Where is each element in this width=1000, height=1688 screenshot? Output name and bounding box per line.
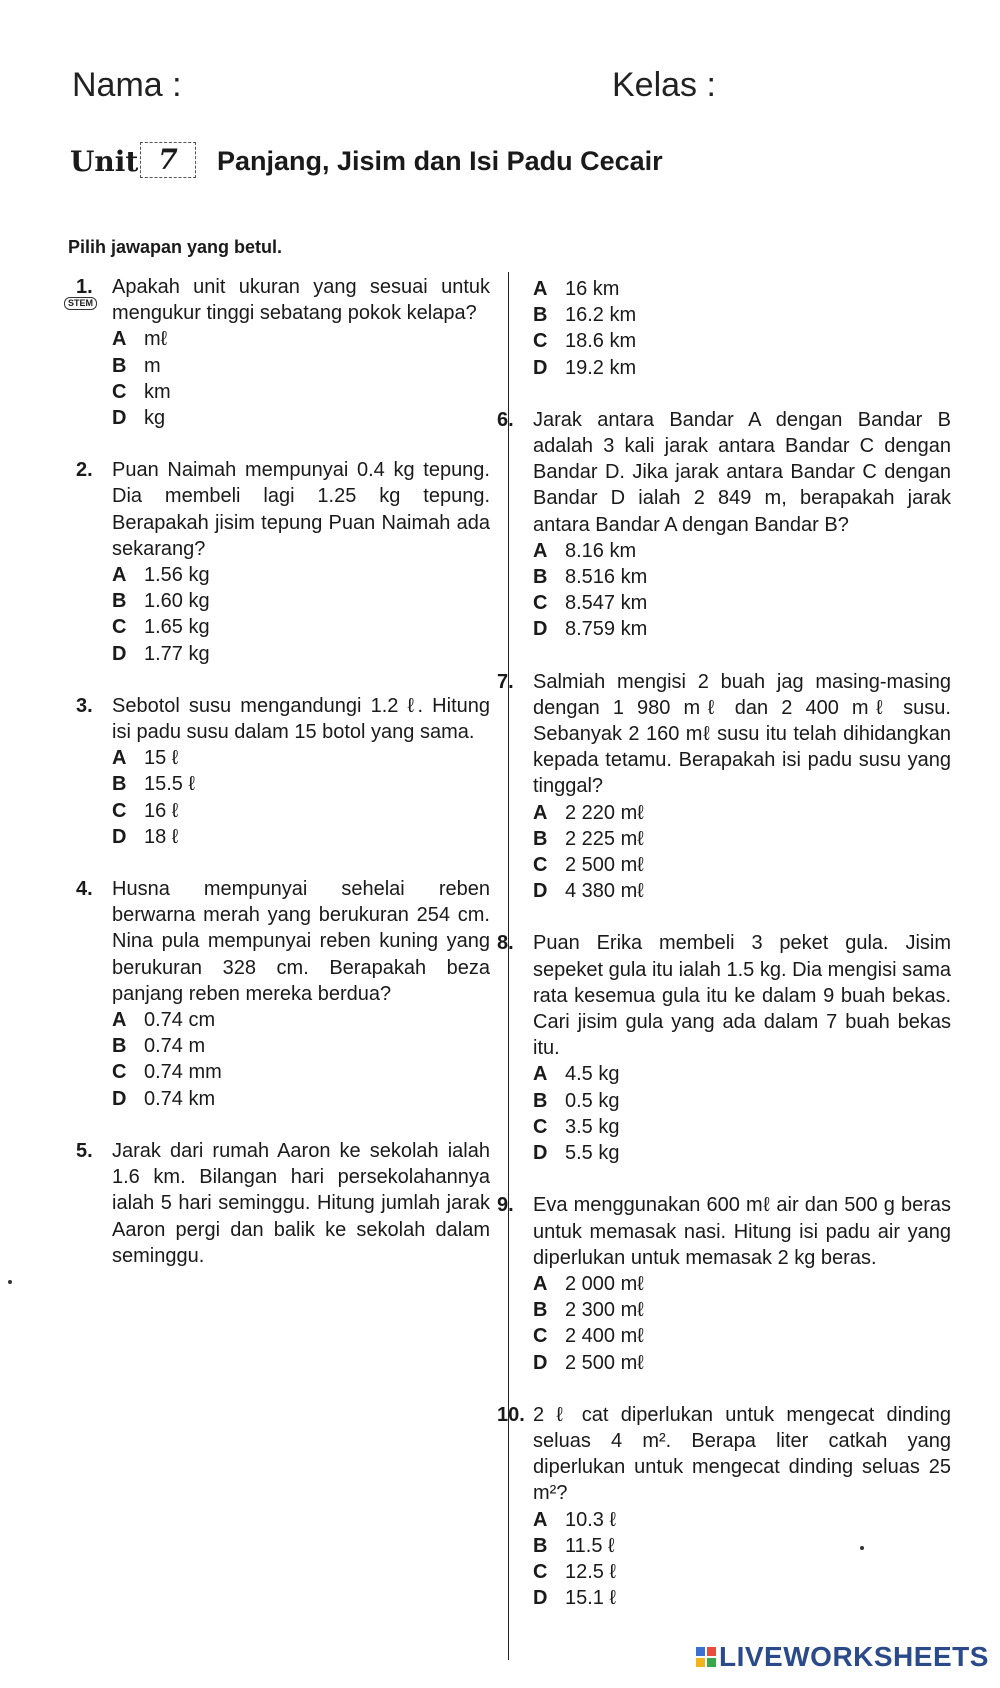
option-value: 11.5 ℓ [565,1534,615,1557]
option-letter: C [533,330,548,353]
answer-option[interactable] [112,562,490,588]
question-text: Eva menggunakan 600 mℓ air dan 500 g beras untuk memasak nasi. Hitung isi padu air yang diperlukan untuk memasak 2 kg beras. [533,1194,951,1269]
question-8 [497,930,951,1166]
option-value: 4 380 mℓ [565,880,644,903]
answer-option[interactable] [533,1323,951,1349]
answer-option[interactable] [533,590,951,616]
question-number: 9. [497,1194,514,1217]
option-letter: B [112,773,127,796]
answer-option[interactable] [112,379,490,405]
unit-number-box: 7 [140,142,196,178]
option-value: 8.759 km [565,618,648,641]
question-4 [76,876,490,1112]
option-letter: A [533,801,548,824]
question-number: 7. [497,670,514,693]
option-letter: B [112,590,127,613]
question-text: Puan Erika membeli 3 peket gula. Jisim sepeket gula itu ialah 1.5 kg. Dia mengisi sama rata kesemua gula itu ke dalam 9 buah bekas. Cari jisim gula yang ada dalam 7 buah bekas itu. [533,932,952,1060]
option-letter: C [112,799,127,822]
stray-dot [860,1546,864,1550]
question-number: 8. [497,932,514,955]
option-letter: A [112,747,127,770]
question-text: Jarak dari rumah Aaron ke sekolah ialah 1.6 km. Bilangan hari persekolahannya ialah 5 hari seminggu. Hitung jumlah jarak Aaron pergi dan balik ke sekolah dalam seminggu. [112,1139,490,1267]
option-letter: C [533,854,548,877]
right-questions [497,407,952,1612]
q5-options [533,276,951,381]
option-letter: C [533,1115,548,1138]
answer-option[interactable] [533,302,951,328]
question-2 [76,457,490,667]
option-value: 16 km [565,278,620,300]
option-letter: D [533,1351,548,1374]
option-letter: B [112,354,127,377]
answer-option[interactable] [533,826,951,852]
option-value: 0.74 cm [144,1009,216,1032]
answer-option[interactable] [112,1059,490,1085]
answer-option[interactable] [533,1088,951,1114]
option-letter: A [533,1272,548,1295]
answer-option[interactable] [112,771,490,797]
option-value: 2 500 mℓ [565,854,644,877]
question-5 [76,1138,490,1269]
option-value: 12.5 ℓ [565,1560,616,1583]
option-value: 1.56 kg [144,564,210,587]
answer-option[interactable] [533,852,951,878]
option-value: 2 220 mℓ [565,801,644,824]
answer-option[interactable] [112,614,490,640]
option-value: mℓ [144,328,168,351]
option-value: 2 500 mℓ [565,1351,644,1374]
option-letter: C [112,1061,127,1084]
option-value: m [144,354,161,377]
answer-option[interactable] [112,405,490,431]
question-1 [76,274,490,431]
option-letter: D [112,1087,127,1110]
answer-option[interactable] [112,326,490,352]
option-value: 2 000 mℓ [565,1272,644,1295]
option-letter: A [533,278,548,300]
liveworksheets-logo[interactable] [695,1641,989,1673]
question-number: 6. [497,408,514,431]
option-letter: A [112,1009,127,1032]
question-text: Sebotol susu mengandungi 1.2 ℓ. Hitung isi padu susu dalam 15 botol yang sama. [112,694,490,744]
option-value: kg [144,407,166,430]
option-letter: C [533,1325,548,1348]
option-letter: B [533,1089,548,1112]
answer-option[interactable] [533,1061,951,1087]
option-letter: C [112,380,127,403]
unit-title: Panjang, Jisim dan Isi Padu Cecair [217,146,663,176]
question-number: 1. [76,276,93,298]
unit-word: Unit [70,145,139,178]
question-number: 3. [76,694,93,717]
option-letter: A [533,1063,548,1086]
answer-option[interactable] [112,1033,490,1059]
question-number: 5. [76,1139,93,1162]
option-value: 19.2 km [565,356,637,379]
option-letter: D [533,618,548,641]
answer-option[interactable] [533,1559,951,1585]
option-value: km [144,380,171,403]
question-6 [497,407,951,643]
question-10 [497,1402,951,1612]
option-value: 8.547 km [565,592,648,615]
answer-option[interactable] [533,1585,951,1611]
nama-label: Nama : [72,66,182,104]
answer-option[interactable] [533,1297,951,1323]
option-value: 2 300 mℓ [565,1299,644,1322]
answer-option[interactable] [533,276,951,302]
instruction: Pilih jawapan yang betul. [68,237,283,257]
option-letter: A [112,328,127,351]
answer-option[interactable] [533,538,951,564]
option-letter: B [533,304,548,327]
option-letter: D [533,356,548,379]
question-text: Puan Naimah mempunyai 0.4 kg tepung. Dia membeli lagi 1.25 kg tepung. Berapakah jisim tepung Puan Naimah ada sekarang? [112,459,490,560]
answer-option[interactable] [533,1140,951,1166]
answer-option[interactable] [112,798,490,824]
option-value: 5.5 kg [565,1142,620,1165]
stem-badge: STEM [64,297,97,310]
option-value: 0.74 mm [144,1061,222,1084]
answer-option[interactable] [533,1507,951,1533]
answer-option[interactable] [112,353,490,379]
question-9 [497,1192,951,1375]
answer-option[interactable] [112,745,490,771]
option-letter: D [112,825,127,848]
question-text: Jarak antara Bandar A dengan Bandar B adalah 3 kali jarak antara Bandar C dengan Bandar D. Jika jarak antara Bandar C dengan Bandar D ialah 2 849 m, berapakah jarak antara Bandar A dengan Bandar B? [533,408,951,536]
answer-option[interactable] [533,328,951,354]
option-value: 2 400 mℓ [565,1325,644,1348]
option-letter: D [533,1587,548,1610]
option-letter: B [533,566,548,589]
liveworksheets-icon [695,1645,717,1669]
right-column [497,276,952,1611]
answer-option[interactable] [533,1271,951,1297]
option-letter: A [112,564,127,587]
option-value: 18 ℓ [144,825,179,848]
option-value: 1.60 kg [144,590,210,613]
answer-option[interactable] [112,1086,490,1112]
question-3 [76,693,490,850]
answer-option[interactable] [533,1350,951,1376]
logo-text: LIVEWORKSHEETS [719,1641,989,1672]
option-letter: C [533,592,548,615]
option-value: 1.77 kg [144,642,210,665]
option-letter: D [112,642,127,665]
stray-dot [8,1280,12,1284]
option-letter: B [112,1035,127,1058]
answer-option[interactable] [112,824,490,850]
answer-option[interactable] [112,641,490,667]
option-letter: B [533,1299,548,1322]
option-letter: C [112,616,127,639]
option-value: 2 225 mℓ [565,827,644,850]
option-value: 16.2 km [565,304,637,327]
answer-option[interactable] [112,1007,490,1033]
option-value: 4.5 kg [565,1063,620,1086]
answer-option[interactable] [533,564,951,590]
option-letter: C [533,1560,548,1583]
option-value: 15.1 ℓ [565,1587,616,1610]
option-value: 0.74 km [144,1087,216,1110]
option-letter: A [533,539,548,562]
option-value: 15 ℓ [144,747,179,770]
question-text: 2 ℓ cat diperlukan untuk mengecat dinding seluas 4 m². Berapa liter catkah yang diperlukan untuk mengecat dinding seluas 25 m²? [533,1403,951,1505]
answer-option[interactable] [533,800,951,826]
answer-option[interactable] [533,878,951,904]
question-7 [497,669,951,905]
option-letter: D [533,880,548,903]
question-number: 10. [497,1403,525,1426]
option-letter: D [533,1142,548,1165]
option-value: 10.3 ℓ [565,1508,616,1531]
answer-option[interactable] [533,616,951,642]
answer-option[interactable] [112,588,490,614]
option-value: 1.65 kg [144,616,210,639]
question-number: 4. [76,878,93,901]
question-text: Apakah unit ukuran yang sesuai untuk mengukur tinggi sebatang pokok kelapa? [112,276,490,325]
answer-option[interactable] [533,1533,951,1559]
option-value: 15.5 ℓ [144,773,195,796]
left-column [76,274,490,1269]
option-letter: B [533,1534,548,1557]
kelas-label: Kelas : [612,66,716,104]
option-value: 0.74 m [144,1035,206,1058]
option-value: 8.516 km [565,566,648,589]
option-value: 18.6 km [565,330,637,353]
option-letter: A [533,1508,548,1531]
answer-option[interactable] [533,355,951,381]
option-letter: D [112,407,127,430]
option-value: 16 ℓ [144,799,179,822]
option-value: 0.5 kg [565,1089,620,1112]
option-letter: B [533,827,548,850]
question-number: 2. [76,459,93,482]
option-value: 3.5 kg [565,1115,620,1138]
question-text: Husna mempunyai sehelai reben berwarna merah yang berukuran 254 cm. Nina pula mempunyai reben kuning yang berukuran 328 cm. Berapakah beza panjang reben mereka berdua? [112,878,490,1005]
question-text: Salmiah mengisi 2 buah jag masing-masing dengan 1 980 mℓ dan 2 400 mℓ susu. Sebanyak 2 160 mℓ susu itu telah dihidangkan kepada tetamu. Berapakah isi padu susu yang tinggal? [533,670,951,798]
option-value: 8.16 km [565,539,637,562]
answer-option[interactable] [533,1114,951,1140]
